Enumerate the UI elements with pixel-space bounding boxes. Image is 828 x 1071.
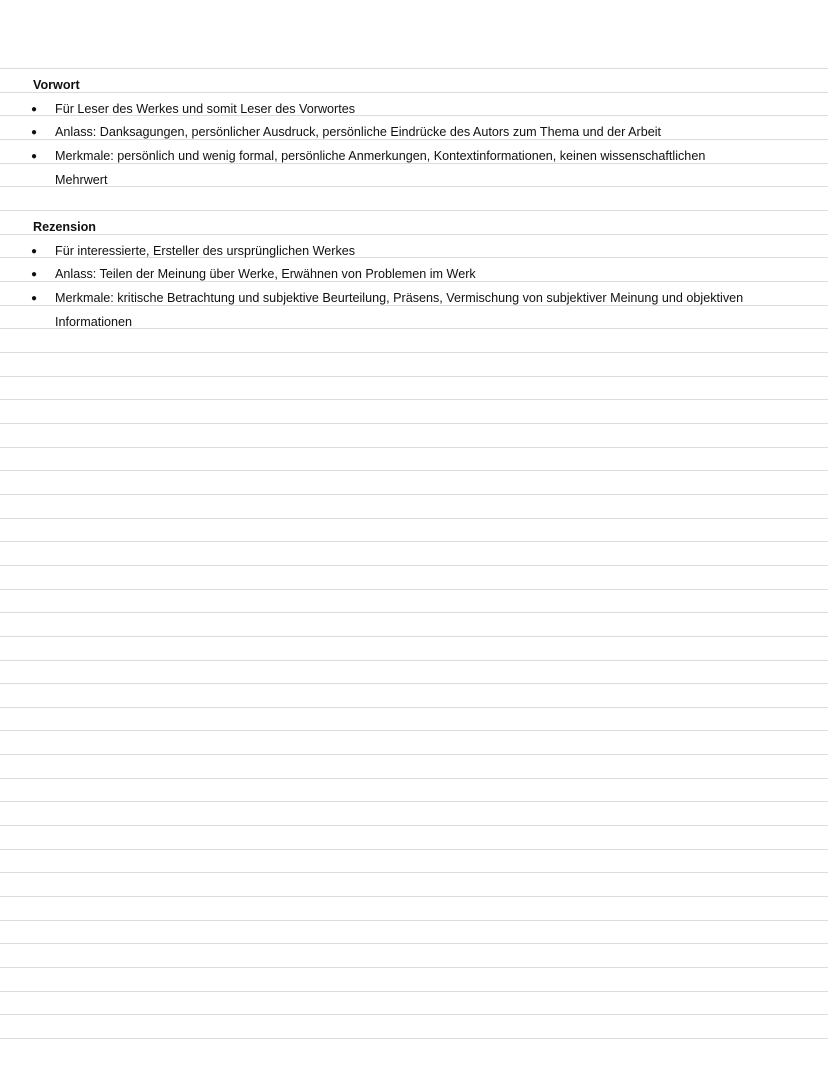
- ruled-line: [0, 872, 828, 873]
- ruled-line: [0, 707, 828, 708]
- ruled-line: [0, 399, 828, 400]
- ruled-line: [0, 1038, 828, 1039]
- bullet-text: Informationen: [55, 314, 133, 329]
- bullet-item: [0, 98, 828, 122]
- ruled-line: [0, 801, 828, 802]
- bullet-item: [0, 145, 828, 169]
- bullet-item: [0, 287, 828, 311]
- bullet-item: [0, 240, 828, 264]
- ruled-line: [0, 1014, 828, 1015]
- ruled-line: [0, 494, 828, 495]
- ruled-line: [0, 967, 828, 968]
- ruled-line: [0, 376, 828, 377]
- ruled-line: [0, 896, 828, 897]
- bullet-icon: ●: [31, 292, 38, 304]
- bullet-text: Anlass: Teilen der Meinung über Werke, Erwähnen von Problemen im Werk: [55, 267, 476, 282]
- ruled-line: [0, 470, 828, 471]
- ruled-line: [0, 423, 828, 424]
- ruled-line: [0, 565, 828, 566]
- section-heading: Vorwort: [33, 78, 80, 92]
- blank-row: [0, 192, 828, 216]
- ruled-line: [0, 825, 828, 826]
- bullet-text: Merkmale: persönlich und wenig formal, persönliche Anmerkungen, Kontextinformationen, keinen wissenschaftlichen: [55, 148, 706, 163]
- document-body: [0, 74, 828, 334]
- ruled-line: [0, 991, 828, 992]
- ruled-line: [0, 683, 828, 684]
- bullet-item: [0, 121, 828, 145]
- bullet-item: [0, 311, 828, 335]
- ruled-line: [0, 778, 828, 779]
- ruled-line: [0, 589, 828, 590]
- bullet-item: [0, 169, 828, 193]
- ruled-line: [0, 541, 828, 542]
- ruled-line: [0, 68, 828, 69]
- bullet-icon: ●: [31, 127, 38, 139]
- ruled-line: [0, 849, 828, 850]
- bullet-text: Für Leser des Werkes und somit Leser des Vorwortes: [55, 101, 356, 116]
- ruled-line: [0, 754, 828, 755]
- ruled-line: [0, 730, 828, 731]
- bullet-text: Für interessierte, Ersteller des ursprünglichen Werkes: [55, 243, 356, 258]
- bullet-icon: ●: [31, 245, 38, 257]
- bullet-icon: ●: [31, 150, 38, 162]
- bullet-item: [0, 263, 828, 287]
- bullet-icon: ●: [31, 103, 38, 115]
- ruled-line: [0, 943, 828, 944]
- bullet-icon: ●: [31, 269, 38, 281]
- bullet-text: Anlass: Danksagungen, persönlicher Ausdruck, persönliche Eindrücke des Autors zum Thema und der Arbeit: [55, 125, 662, 140]
- ruled-line: [0, 920, 828, 921]
- bullet-text: Mehrwert: [55, 172, 108, 187]
- bullet-text: Merkmale: kritische Betrachtung und subjektive Beurteilung, Präsens, Vermischung von subjektiver Meinung und objektiven: [55, 290, 744, 305]
- section-heading: Rezension: [33, 219, 96, 234]
- ruled-line: [0, 660, 828, 661]
- ruled-line: [0, 518, 828, 519]
- ruled-line: [0, 612, 828, 613]
- ruled-line: [0, 352, 828, 353]
- ruled-line: [0, 636, 828, 637]
- ruled-line: [0, 447, 828, 448]
